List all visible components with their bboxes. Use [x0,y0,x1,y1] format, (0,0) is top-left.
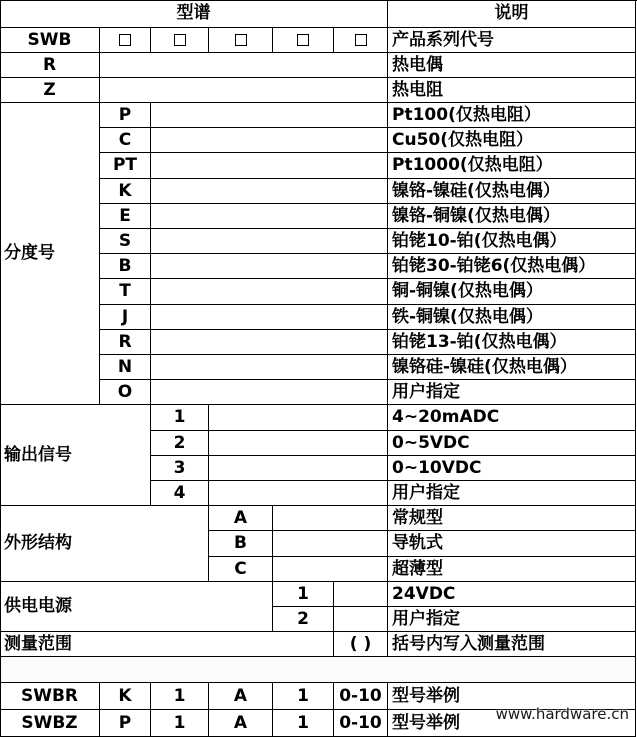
power-code: 2 [273,607,334,632]
type-z-description: 热电阻 [388,78,636,103]
example-range: 0-10 [334,710,388,737]
shape-description: 超薄型 [388,557,636,582]
output-title: 输出信号 [0,405,151,506]
graduation-description: 镍铬-铜镍(仅热电偶） [388,204,636,229]
graduation-description: 铂铑13-铂(仅热电偶） [388,330,636,355]
blank-cell [151,355,388,380]
type-r-description: 热电偶 [388,53,636,78]
example-graduation: P [100,710,151,737]
graduation-description: 铜-铜镍(仅热电偶） [388,279,636,305]
output-description: 用户指定 [388,481,636,506]
shape-description: 常规型 [388,506,636,531]
graduation-code: P [100,103,151,128]
shape-code: B [209,531,273,557]
example-output: 1 [151,683,209,710]
graduation-title: 分度号 [0,103,100,405]
example-power: 1 [273,683,334,710]
blank-cell [151,254,388,279]
output-code: 4 [151,481,209,506]
shape-title: 外形结构 [0,506,209,582]
empty-square-icon [235,34,247,46]
code-slot-box [273,28,334,53]
blank-cell [273,531,388,557]
code-slot-box [334,28,388,53]
graduation-description: 镍铬硅-镍硅(仅热电偶） [388,355,636,380]
shape-code: A [209,506,273,531]
graduation-code: K [100,179,151,204]
graduation-code: R [100,330,151,355]
empty-square-icon [174,34,186,46]
blank-cell [209,456,388,481]
output-description: 0~5VDC [388,431,636,456]
graduation-description: 镍铬-镍硅(仅热电偶） [388,179,636,204]
range-title: 测量范围 [0,632,334,657]
code-slot-box [100,28,151,53]
graduation-description: Pt100(仅热电阻） [388,103,636,128]
example-description: 型号举例 [388,710,636,737]
graduation-description: Cu50(仅热电阻） [388,128,636,153]
empty-square-icon [355,34,367,46]
blank-cell [151,179,388,204]
blank-cell [151,305,388,330]
blank-cell [151,279,388,305]
example-shape: A [209,683,273,710]
type-r-code: R [0,53,100,78]
graduation-description: 铁-铜镍(仅热电偶） [388,305,636,330]
range-description: 括号内写入测量范围 [388,632,636,657]
shape-description: 导轨式 [388,531,636,557]
graduation-code: B [100,254,151,279]
example-range: 0-10 [334,683,388,710]
blank-cell [151,380,388,405]
power-title: 供电电源 [0,582,273,632]
graduation-description: 用户指定 [388,380,636,405]
header-model-spectrum: 型谱 [0,0,388,28]
graduation-code: PT [100,153,151,179]
blank-cell [100,53,388,78]
empty-square-icon [119,34,131,46]
blank-cell [151,229,388,254]
blank-cell [209,431,388,456]
graduation-description: Pt1000(仅热电阻） [388,153,636,179]
example-output: 1 [151,710,209,737]
type-z-code: Z [0,78,100,103]
shape-code: C [209,557,273,582]
output-code: 1 [151,405,209,431]
graduation-code: O [100,380,151,405]
output-code: 2 [151,431,209,456]
blank-cell [151,330,388,355]
example-graduation: K [100,683,151,710]
blank-cell [151,204,388,229]
blank-cell [334,607,388,632]
blank-cell [334,582,388,607]
graduation-code: T [100,279,151,305]
blank-cell [151,128,388,153]
power-code: 1 [273,582,334,607]
example-series: SWBR [0,683,100,710]
example-series: SWBZ [0,710,100,737]
code-slot-box [209,28,273,53]
blank-cell [209,481,388,506]
power-description: 用户指定 [388,607,636,632]
series-description: 产品系列代号 [388,28,636,53]
example-power: 1 [273,710,334,737]
blank-cell [151,103,388,128]
graduation-description: 铂铑10-铂(仅热电偶） [388,229,636,254]
header-description: 说明 [388,0,636,28]
output-description: 0~10VDC [388,456,636,481]
blank-cell [273,506,388,531]
example-shape: A [209,710,273,737]
blank-cell [100,78,388,103]
example-description: 型号举例 [388,683,636,710]
power-description: 24VDC [388,582,636,607]
series-code: SWB [0,28,100,53]
range-code: ( ) [334,632,388,657]
watermark: www.hardware.cn [495,705,629,723]
output-code: 3 [151,456,209,481]
graduation-code: N [100,355,151,380]
graduation-code: J [100,305,151,330]
empty-square-icon [297,34,309,46]
graduation-code: E [100,204,151,229]
spacer-row [0,657,636,683]
blank-cell [273,557,388,582]
output-description: 4~20mADC [388,405,636,431]
graduation-code: S [100,229,151,254]
graduation-code: C [100,128,151,153]
blank-cell [151,153,388,179]
blank-cell [209,405,388,431]
graduation-description: 铂铑30-铂铑6(仅热电偶） [388,254,636,279]
code-slot-box [151,28,209,53]
